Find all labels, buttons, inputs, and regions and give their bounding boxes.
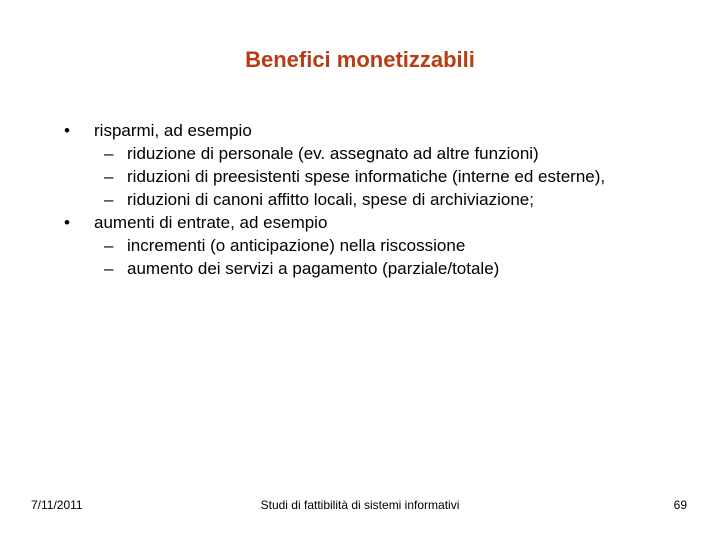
bullet-text: risparmi, ad esempio (94, 121, 252, 140)
dash-icon: – (104, 190, 114, 209)
sub-item-text: riduzione di personale (ev. assegnato ad altre funzioni) (127, 144, 539, 163)
sub-item (0, 234, 632, 257)
dash-icon: – (104, 167, 114, 186)
bullet-icon: • (64, 121, 70, 140)
sub-item-text: riduzioni di canoni affitto locali, spese di archiviazione; (127, 190, 534, 209)
sub-item-text: aumento dei servizi a pagamento (parziale/totale) (127, 259, 500, 278)
footer-date: 7/11/2011 (31, 498, 83, 512)
sub-item (0, 257, 632, 280)
sub-item-text: incrementi (o anticipazione) nella riscossione (127, 236, 466, 255)
bullet-item (0, 211, 720, 234)
footer-title: Studi di fattibilità di sistemi informativi (260, 498, 460, 512)
slide-title: Benefici monetizzabili (245, 47, 475, 72)
bullet-icon: • (64, 213, 70, 232)
page-number: 69 (673, 498, 687, 512)
bullet-text: aumenti di entrate, ad esempio (94, 213, 328, 232)
slide-content (0, 119, 720, 280)
dash-icon: – (104, 236, 114, 255)
sub-item (0, 188, 632, 211)
dash-icon: – (104, 259, 114, 278)
sub-item-text: riduzioni di preesistenti spese informatiche (interne ed esterne), (127, 167, 606, 186)
sub-item (0, 142, 632, 165)
dash-icon: – (104, 144, 114, 163)
bullet-item (0, 119, 720, 142)
sub-item (0, 165, 632, 188)
